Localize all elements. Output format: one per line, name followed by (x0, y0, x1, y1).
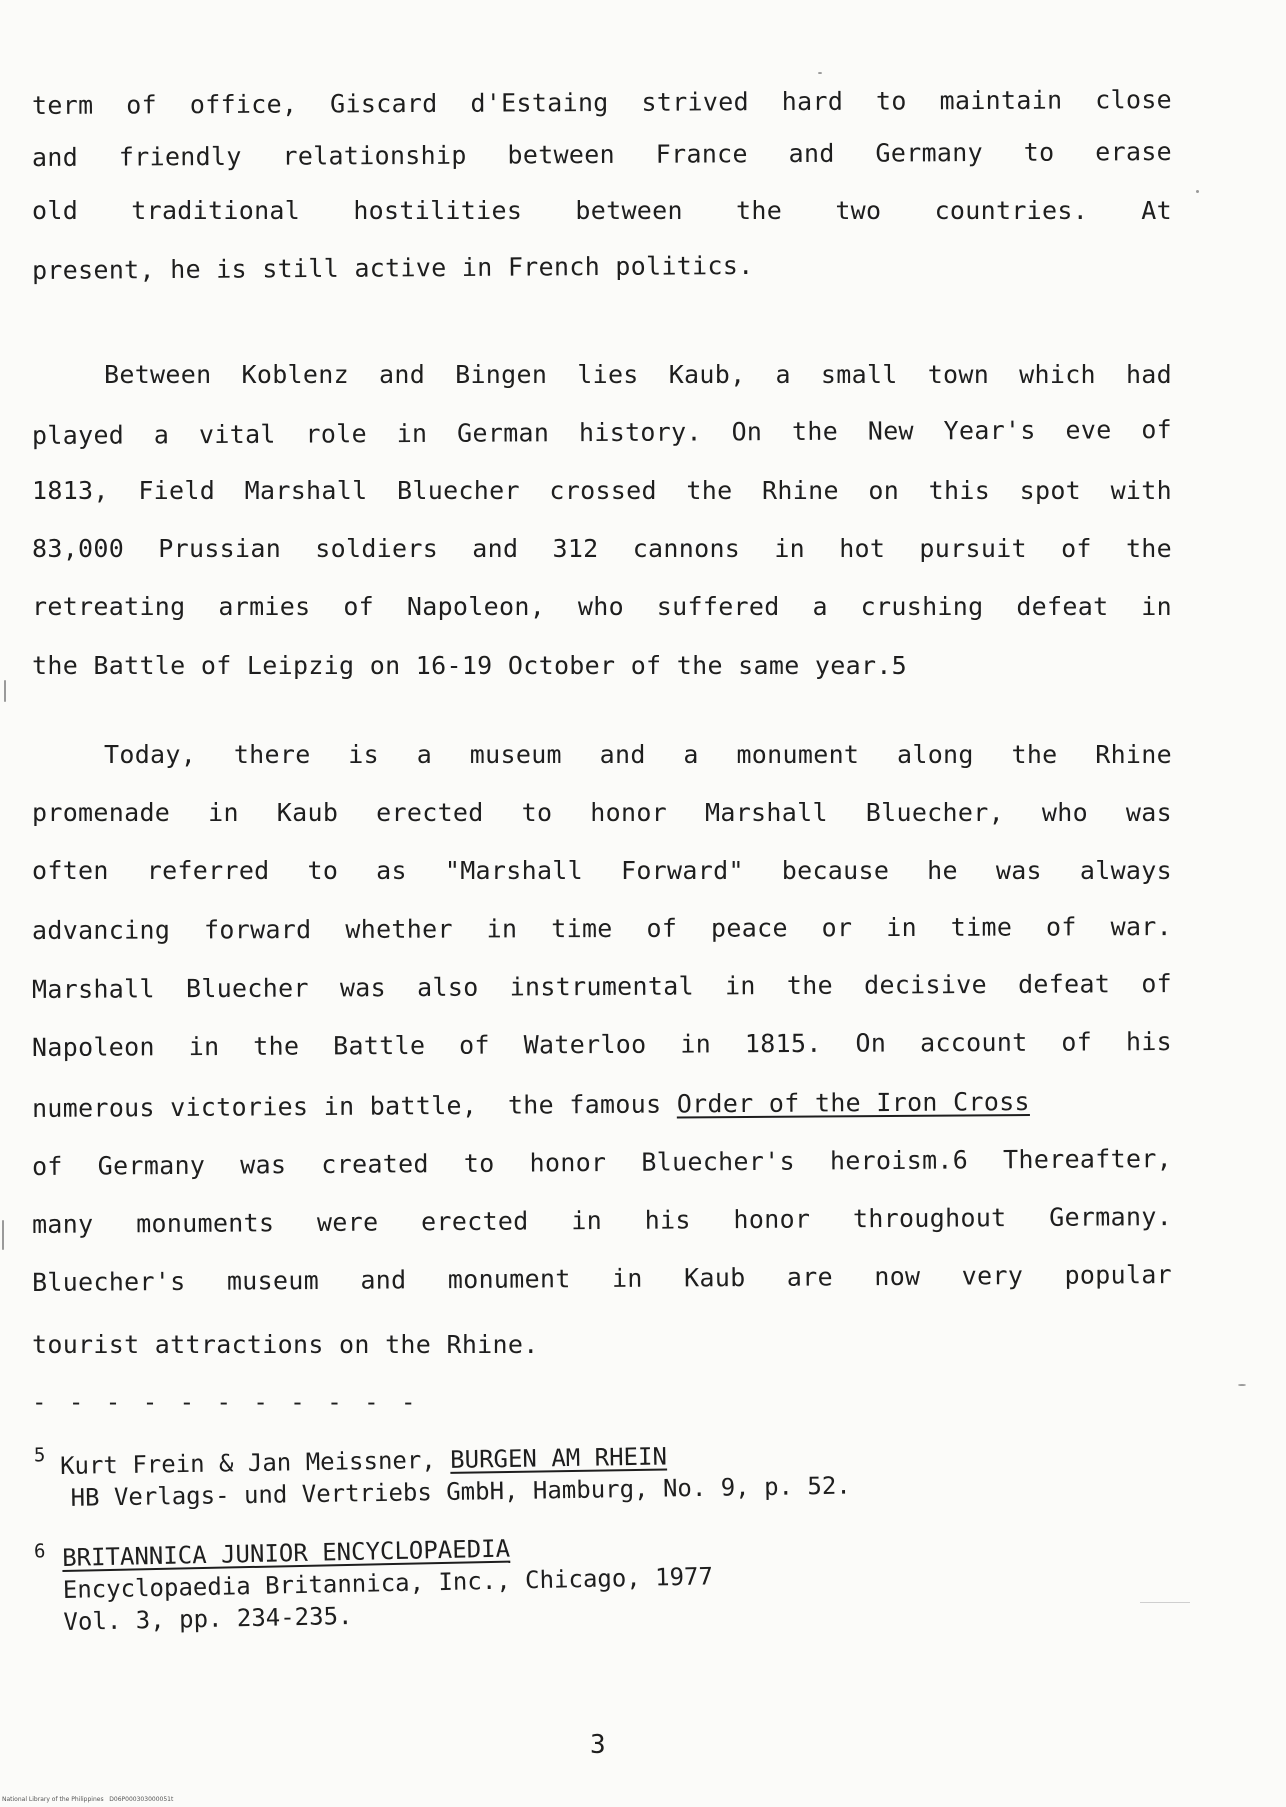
scan-edge-mark (2, 1220, 4, 1250)
footnote-authors: Kurt Frein & Jan Meissner, (59, 1445, 451, 1480)
text-line: 1813, Field Marshall Bluecher crossed the Rhine on this spot with (32, 476, 1172, 505)
text-line: present, he is still active in French politics. (31, 250, 754, 285)
text-line: often referred to as "Marshall Forward" because he was always (32, 856, 1172, 885)
footnote-line: Vol. 3, pp. 234-235. (63, 1601, 353, 1636)
text-line: Today, there is a museum and a monument along the Rhine (104, 740, 1172, 769)
scan-speck (818, 72, 822, 74)
text-line: retreating armies of Napoleon, who suffered a crushing defeat in (32, 592, 1172, 621)
footnote-line: Encyclopaedia Britannica, Inc., Chicago, 1977 (62, 1562, 714, 1604)
scan-speck (1238, 1384, 1246, 1386)
footnote-number: 6 (33, 1540, 46, 1563)
scan-footer: National Library of the Philippines D06P000303000051t (2, 1796, 174, 1803)
text-line: tourist attractions on the Rhine. (32, 1330, 539, 1359)
text-line: Bluecher's museum and monument in Kaub are now very popular (31, 1260, 1173, 1297)
text-line: Napoleon in the Battle of Waterloo in 1815. On account of his (31, 1027, 1173, 1062)
scan-speck (1196, 190, 1199, 193)
text-line: the Battle of Leipzig on 16-19 October of the same year.5 (32, 651, 908, 680)
footnote-separator: - - - - - - - - - - - (32, 1388, 420, 1416)
footnote-title: BURGEN AM RHEIN (449, 1442, 668, 1474)
text-line: term of office, Giscard d'Estaing strived hard to maintain close (31, 85, 1173, 120)
text-line: many monuments were erected in his honor throughout Germany. (31, 1202, 1173, 1239)
text-line: played a vital role in German history. On the New Year's eve of (31, 415, 1173, 450)
text-line: promenade in Kaub erected to honor Marshall Bluecher, who was (32, 798, 1172, 827)
text-line: advancing forward whether in time of peace or in time of war. (31, 912, 1173, 945)
page-number: 3 (590, 1730, 606, 1760)
text-line: Between Koblenz and Bingen lies Kaub, a small town which had (104, 360, 1172, 389)
text-line: of Germany was created to honor Bluecher's heroism.6 Thereafter, (31, 1144, 1173, 1181)
text-line: old traditional hostilities between the two countries. At (32, 196, 1172, 225)
footnote-number: 5 (33, 1444, 46, 1467)
iron-cross-title: Order of the Iron Cross (676, 1087, 1030, 1119)
footnote-line (60, 1442, 667, 1480)
text-line: Marshall Bluecher was also instrumental in the decisive defeat of (31, 969, 1173, 1004)
scan-edge-mark (4, 680, 6, 702)
footnote-title: BRITANNICA JUNIOR ENCYCLOPAEDIA (61, 1534, 511, 1572)
footnote-line: HB Verlags- und Vertriebs GmbH, Hamburg, No. 9, p. 52. (70, 1471, 851, 1512)
text-line-prefix: numerous victories in battle, the famous (31, 1089, 677, 1123)
text-line: and friendly relationship between France and Germany to erase (31, 137, 1173, 172)
scan-speck (1140, 1602, 1190, 1603)
text-line (32, 1086, 1172, 1124)
text-line: 83,000 Prussian soldiers and 312 cannons in hot pursuit of the (32, 534, 1172, 563)
